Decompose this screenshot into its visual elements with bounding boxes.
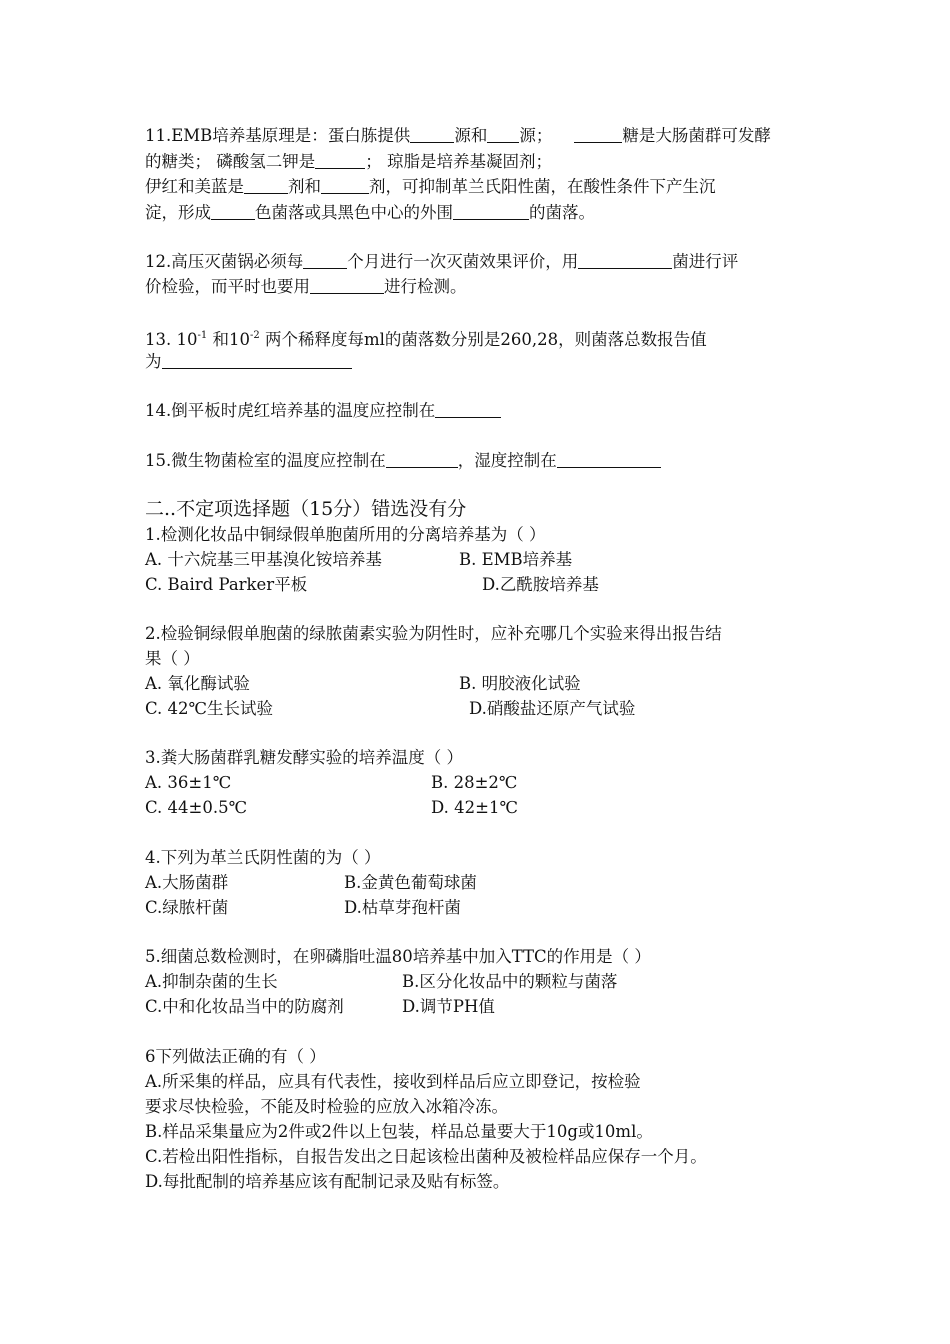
q15-line: 15.微生物菌检室的温度应控制在 ，湿度控制在 xyxy=(145,449,661,473)
q13-line-2: 为 xyxy=(145,350,352,374)
mc-q2-stem-1: 2.检验铜绿假单胞菌的绿脓菌素实验为阴性时，应补充哪几个实验来得出报告结 xyxy=(145,624,722,643)
q11-blank-7 xyxy=(211,203,255,220)
mc-q1-stem: 1.检测化妆品中铜绿假单胞菌所用的分离培养基为（ ） xyxy=(145,525,546,544)
mc-q6-option-d: D.每批配制的培养基应该有配制记录及贴有标签。 xyxy=(145,1172,510,1191)
q11-line-1: 11.EMB培养基原理是：蛋白胨提供 源和 源； 糖是大肠菌群可发酵 xyxy=(145,126,771,145)
mc-q5-option-c: C.中和化妆品当中的防腐剂 xyxy=(145,997,344,1016)
q11-blank-2 xyxy=(487,126,519,143)
q12-line-2: 价检验，而平时也要用 进行检测。 xyxy=(145,277,467,296)
q11-blank-6 xyxy=(321,177,369,194)
mc-q4-stem: 4.下列为革兰氏阴性菌的为（ ） xyxy=(145,848,381,867)
mc-q4-option-a: A.大肠菌群 xyxy=(145,873,229,892)
q12-blank-3 xyxy=(310,277,384,294)
q11-line-4: 淀，形成 色菌落或具黑色中心的外围 的菌落。 xyxy=(145,203,595,222)
mc-q6-option-a-line-2: 要求尽快检验，不能及时检验的应放入冰箱冷冻。 xyxy=(145,1097,508,1116)
section-2-heading: 二..不定项选择题（15分）错选没有分 xyxy=(145,498,467,520)
mc-q5-option-d: D.调节PH值 xyxy=(402,997,495,1016)
mc-q4-option-d: D.枯草芽孢杆菌 xyxy=(344,898,461,917)
q11-line-2: 的糖类； 磷酸氢二钾是 ； 琼脂是培养基凝固剂； xyxy=(145,152,552,171)
mc-q3-option-c: C. 44±0.5℃ xyxy=(145,798,248,817)
mc-q2-option-b: B. 明胶液化试验 xyxy=(459,674,581,693)
q14-line: 14.倒平板时虎红培养基的温度应控制在 xyxy=(145,399,501,423)
q11-blank-5 xyxy=(244,177,288,194)
mc-q5-option-a: A.抑制杂菌的生长 xyxy=(145,972,278,991)
q11-line-3: 伊红和美蓝是 剂和 剂，可抑制革兰氏阳性菌，在酸性条件下产生沉 xyxy=(145,177,716,196)
mc-q2-option-c: C. 42℃生长试验 xyxy=(145,699,273,718)
mc-q1-option-b: B. EMB培养基 xyxy=(459,550,573,569)
mc-q1-option-c: C. Baird Parker平板 xyxy=(145,575,308,594)
mc-q6-option-a-line-1: A.所采集的样品，应具有代表性，接收到样品后应立即登记，按检验 xyxy=(145,1072,641,1091)
mc-q1-option-d: D.乙酰胺培养基 xyxy=(482,575,599,594)
mc-q2-option-d: D.硝酸盐还原产气试验 xyxy=(469,699,636,718)
mc-q2-stem-2: 果（ ） xyxy=(145,649,200,668)
mc-q6-stem: 6下列做法正确的有（ ） xyxy=(145,1047,326,1066)
q11-blank-1 xyxy=(410,126,454,143)
mc-q2-option-a: A. 氧化酶试验 xyxy=(145,674,250,693)
mc-q3-option-b: B. 28±2℃ xyxy=(431,773,518,792)
mc-q1-option-a: A. 十六烷基三甲基溴化铵培养基 xyxy=(145,550,382,569)
q13-line-1: 13. $10^{-1}$ 和$10^{-2}$ 两个稀释度每ml的菌落数分别是260,28，则菌落总数报告值 xyxy=(145,330,707,349)
q14-blank xyxy=(435,401,501,418)
q13-blank xyxy=(162,352,352,369)
q12-line-1: 12.高压灭菌锅必须每 个月进行一次灭菌效果评价，用 菌进行评 xyxy=(145,252,739,271)
mc-q6-option-c: C.若检出阳性指标，自报告发出之日起该检出菌种及被检样品应保存一个月。 xyxy=(145,1147,707,1166)
mc-q4-option-c: C.绿脓杆菌 xyxy=(145,898,229,917)
mc-q4-option-b: B.金黄色葡萄球菌 xyxy=(344,873,477,892)
mc-q3-stem: 3.粪大肠菌群乳糖发酵实验的培养温度（ ） xyxy=(145,748,463,767)
mc-q3-option-d: D. 42±1℃ xyxy=(431,798,518,817)
q11-blank-4 xyxy=(315,152,365,169)
q15-blank-2 xyxy=(557,451,661,468)
mc-q3-option-a: A. 36±1℃ xyxy=(145,773,232,792)
q11-blank-8 xyxy=(453,203,529,220)
q12-blank-2 xyxy=(578,252,672,269)
q12-blank-1 xyxy=(303,252,347,269)
q11-blank-3 xyxy=(574,126,622,143)
mc-q5-stem: 5.细菌总数检测时，在卵磷脂吐温80培养基中加入TTC的作用是（ ） xyxy=(145,947,651,966)
mc-q5-option-b: B.区分化妆品中的颗粒与菌落 xyxy=(402,972,618,991)
mc-q6-option-b: B.样品采集量应为2件或2件以上包装，样品总量要大于10g或10ml。 xyxy=(145,1122,653,1141)
q15-blank-1 xyxy=(386,451,458,468)
